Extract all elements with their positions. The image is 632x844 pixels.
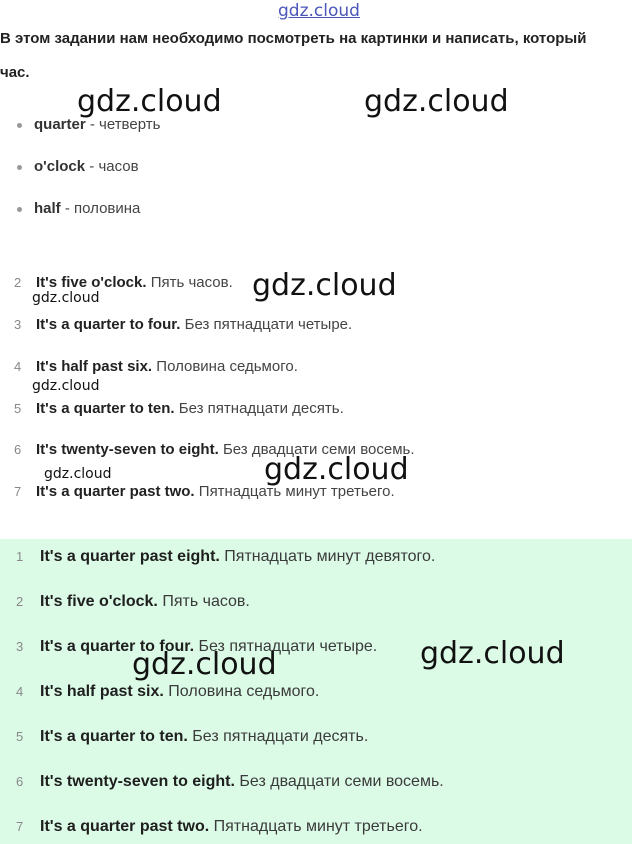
answer-russian: Без пятнадцати десять. (192, 728, 369, 745)
vocab-item (17, 158, 139, 175)
answer-english: It's twenty-seven to eight. (36, 441, 219, 458)
answer-number: 7 (14, 484, 22, 499)
bullet-icon (17, 207, 22, 212)
watermark: gdz.cloud (420, 636, 565, 671)
answer-russian: Без двадцати семи восемь. (239, 773, 444, 790)
answer-english: It's five o'clock. (36, 274, 147, 291)
answer-number: 2 (16, 594, 24, 609)
answer-row (14, 358, 298, 375)
watermark: gdz.cloud (44, 466, 112, 482)
answer-russian: Без пятнадцати четыре. (198, 638, 378, 655)
watermark: gdz.cloud (132, 647, 277, 682)
answer-row (16, 728, 368, 746)
answer-number: 4 (16, 684, 24, 699)
answer-row (16, 593, 250, 611)
answer-russian: Без пятнадцати четыре. (184, 316, 353, 333)
answer-russian: Пятнадцать минут девятого. (224, 548, 436, 565)
answer-row (16, 818, 423, 836)
answer-row (16, 683, 319, 701)
answer-russian: Половина седьмого. (168, 683, 320, 700)
bullet-icon (17, 165, 22, 170)
answer-row (16, 773, 444, 791)
answer-number: 3 (14, 317, 22, 332)
watermark: gdz.cloud (252, 268, 397, 303)
watermark: gdz.cloud (264, 452, 409, 487)
watermark: gdz.cloud (364, 84, 509, 119)
answer-number: 7 (16, 819, 24, 834)
answer-english: It's a quarter to four. (36, 316, 181, 333)
answer-row (16, 548, 435, 566)
answer-number: 6 (16, 774, 24, 789)
answer-russian: Без пятнадцати десять. (178, 400, 344, 417)
answer-russian: Пять часов. (162, 593, 250, 610)
answer-number: 6 (14, 442, 22, 457)
bullet-icon (17, 123, 22, 128)
watermark: gdz.cloud (32, 290, 100, 306)
answer-row (14, 400, 344, 417)
watermark-top-link[interactable]: gdz.cloud (278, 1, 360, 21)
answer-number: 5 (14, 401, 22, 416)
answer-english: It's twenty-seven to eight. (40, 773, 235, 790)
vocab-term: o'clock (34, 158, 86, 175)
vocab-term: quarter (34, 116, 86, 133)
vocab-meaning: половина (74, 200, 141, 217)
task-intro: В этом задании нам необходимо посмотреть на картинки и написать, который час. (0, 30, 587, 81)
vocab-item (17, 116, 160, 133)
answer-russian: Пятнадцать минут третьего. (213, 818, 423, 835)
answer-number: 3 (16, 639, 24, 654)
answer-english: It's a quarter to four. (40, 638, 195, 655)
answer-number: 2 (14, 275, 22, 290)
vocab-item (17, 200, 140, 217)
answer-russian: Пятнадцать минут третьего. (198, 483, 395, 500)
vocab-meaning: четверть (99, 116, 161, 133)
watermark: gdz.cloud (77, 84, 222, 119)
answer-english: It's five o'clock. (40, 593, 158, 610)
answer-english: It's a quarter past eight. (40, 548, 220, 565)
watermark: gdz.cloud (32, 378, 100, 394)
answer-english: It's a quarter to ten. (36, 400, 175, 417)
answer-english: It's half past six. (40, 683, 164, 700)
answer-english: It's a quarter to ten. (40, 728, 188, 745)
answer-number: 5 (16, 729, 24, 744)
answer-russian: Пять часов. (150, 274, 233, 291)
answer-english: It's a quarter past two. (40, 818, 210, 835)
answer-english: It's half past six. (36, 358, 153, 375)
vocab-term: half (34, 200, 61, 217)
vocab-sep: - (85, 158, 99, 175)
answer-number: 4 (14, 359, 22, 374)
vocab-meaning: часов (98, 158, 139, 175)
answer-number: 1 (16, 549, 24, 564)
answer-english: It's a quarter past two. (36, 483, 195, 500)
answer-russian: Без двадцати семи восемь. (222, 441, 415, 458)
answer-row (14, 316, 352, 333)
answer-row (14, 274, 233, 291)
answer-box (0, 539, 632, 844)
vocab-sep: - (60, 200, 75, 217)
vocab-sep: - (85, 116, 100, 133)
answer-russian: Половина седьмого. (156, 358, 298, 375)
